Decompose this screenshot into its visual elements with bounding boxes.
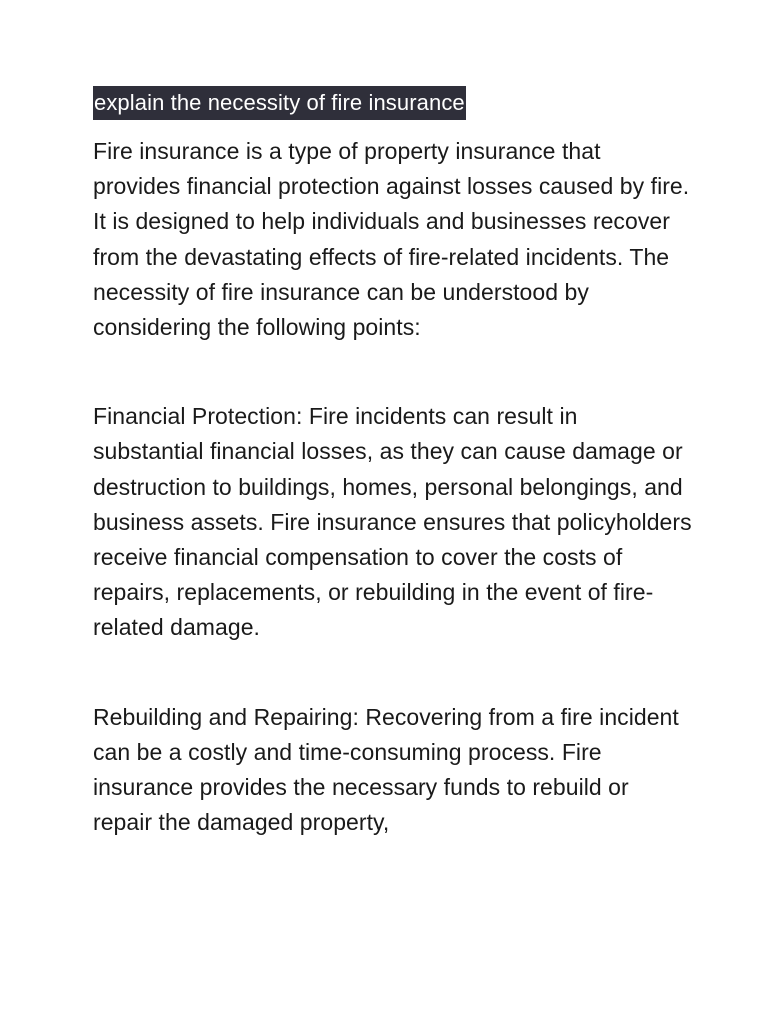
- highlighted-heading[interactable]: explain the necessity of fire insurance: [93, 86, 466, 120]
- heading-row: [93, 86, 693, 120]
- paragraph-spacer: [93, 345, 693, 399]
- paragraph-spacer: [93, 646, 693, 700]
- intro-paragraph: Fire insurance is a type of property insurance that provides financial protection against losses caused by fire. It is designed to help individuals and businesses recover from the devastating effects of fire-related incidents. The necessity of fire insurance can be understood by considering the following points:: [93, 138, 690, 341]
- rebuilding-paragraph: Rebuilding and Repairing: Recovering from a fire incident can be a costly and time-consuming process. Fire insurance provides the necessary funds to rebuild or repair the damaged property,: [93, 703, 679, 836]
- financial-protection-paragraph: Financial Protection: Fire incidents can result in substantial financial losses, as they can cause damage or destruction to buildings, homes, personal belongings, and business assets. Fire insurance ensures that policyholders receive financial compensation to cover the costs of repairs, replacements, or rebuilding in the event of fire-related damage.: [93, 403, 692, 641]
- document-page: [93, 86, 693, 840]
